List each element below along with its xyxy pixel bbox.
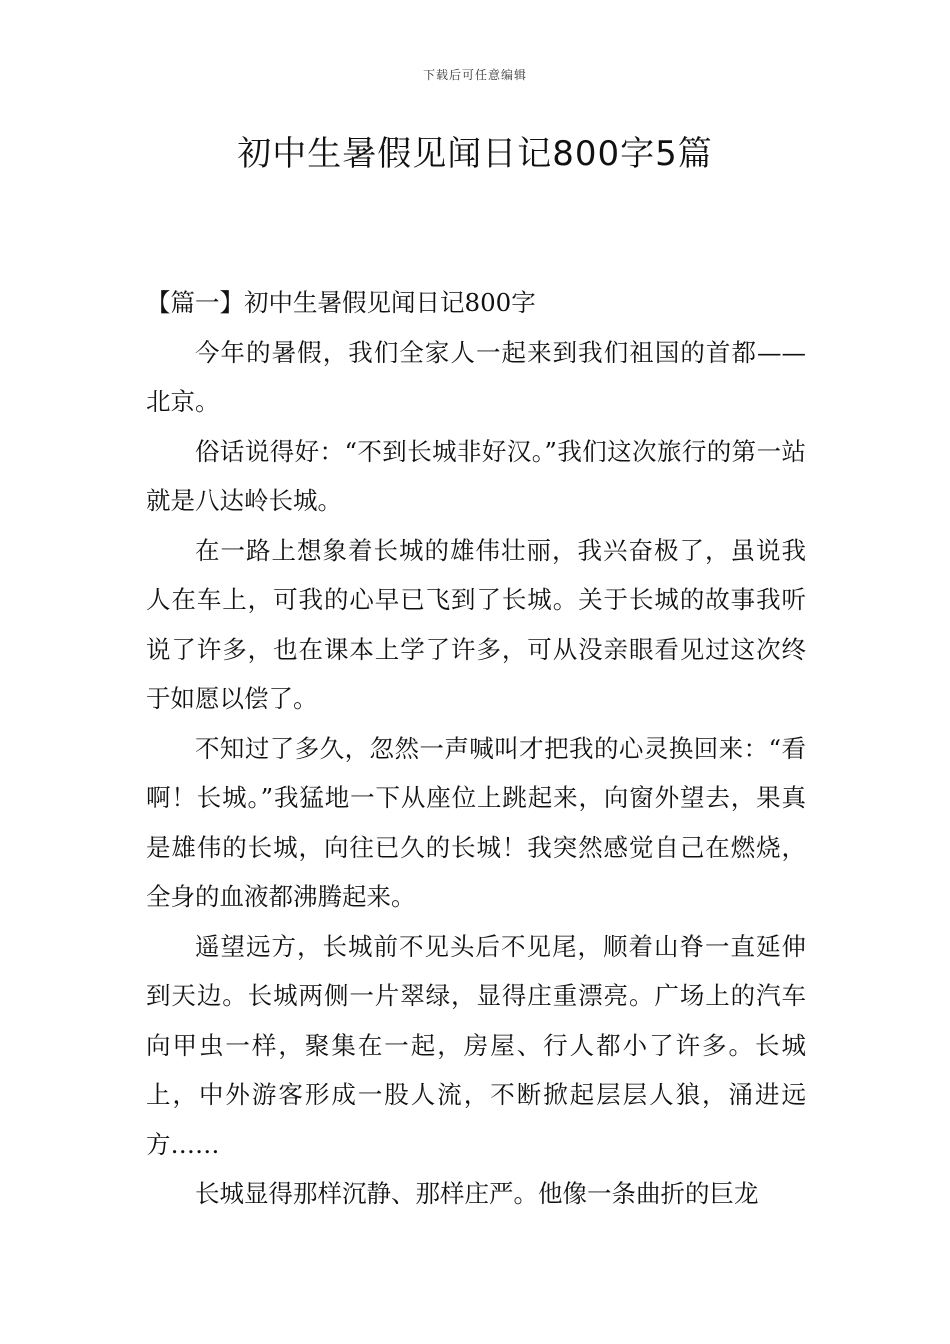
paragraph-3: 在一路上想象着长城的雄伟壮丽，我兴奋极了，虽说我人在车上，可我的心早已飞到了长城。关于长城的故事我听说了许多，也在课本上学了许多，可从没亲眼看见过这次终于如愿以偿了。 — [146, 535, 806, 713]
paragraph-5: 遥望远方，长城前不见头后不见尾，顺着山脊一直延伸到天边。长城两侧一片翠绿，显得庄重漂亮。广场上的汽车向甲虫一样，聚集在一起，房屋、行人都小了许多。长城上，中外游客形成一股人流，不断掀起层层人狼，涌进远方…… — [146, 931, 806, 1159]
document-title: 初中生暑假见闻日记800字5篇 — [237, 134, 713, 174]
paragraph-4: 不知过了多久，忽然一声喊叫才把我的心灵换回来：“看啊！长城。”我猛地一下从座位上跳起来，向窗外望去，果真是雄伟的长城，向往已久的长城！我突然感觉自己在燃烧，全身的血液都沸腾起来。 — [146, 733, 806, 911]
paragraph-2: 俗话说得好：“不到长城非好汉。”我们这次旅行的第一站就是八达岭长城。 — [146, 436, 806, 515]
section-heading: 【篇一】初中生暑假见闻日记800字 — [146, 288, 536, 317]
paragraph-1: 今年的暑假，我们全家人一起来到我们祖国的首都——北京。 — [146, 337, 806, 416]
paragraph-6: 长城显得那样沉静、那样庄严。他像一条曲折的巨龙 — [195, 1179, 759, 1208]
header-note: 下载后可任意编辑 — [422, 68, 527, 82]
document-body — [146, 278, 806, 1219]
